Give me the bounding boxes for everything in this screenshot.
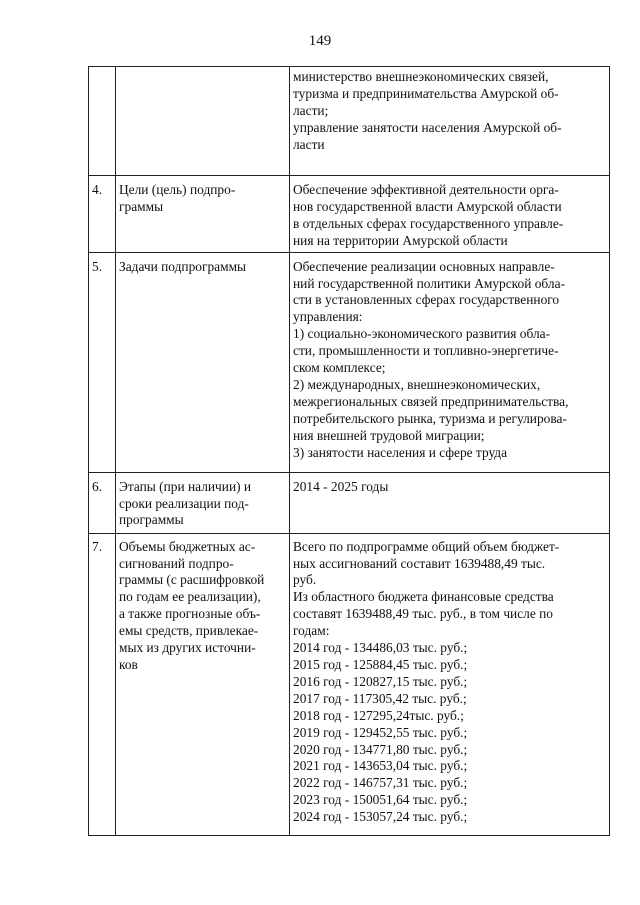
budget-year-line: 2021 год - 143653,04 тыс. руб.;	[293, 758, 468, 774]
budget-year-line: 2016 год - 120827,15 тыс. руб.;	[293, 673, 468, 689]
table-row-tasks	[89, 252, 610, 472]
value-cell	[290, 67, 610, 176]
value-line: в отдельных сферах государственного управле-	[293, 215, 564, 231]
value-line: 2014 - 2025 годы	[293, 478, 389, 494]
value-cell	[290, 533, 610, 835]
budget-year-line: 2018 год - 127295,24тыс. руб.;	[293, 707, 464, 723]
parameter-line: ков	[119, 656, 138, 672]
table-row-budget	[89, 533, 610, 835]
parameter-line: граммы	[119, 198, 164, 214]
value-line: сти, промышленности и топливно-энергетиче-	[293, 343, 559, 359]
budget-year-line: 2024 год - 153057,24 тыс. руб.;	[293, 809, 468, 825]
parameter-line: Задачи подпрограммы	[119, 258, 247, 274]
parameter-line: мых из других источни-	[119, 640, 256, 656]
value-line: ласти	[293, 136, 325, 152]
value-line: межрегиональных связей предпринимательства,	[293, 393, 569, 409]
value-line: ском комплексе;	[293, 360, 386, 376]
value-line: управление занятости населения Амурской об-	[293, 119, 562, 135]
value-line: ний государственной политики Амурской обла-	[293, 275, 565, 291]
value-line: потребительского рынка, туризма и регулирова-	[293, 410, 567, 426]
value-line: Всего по подпрограмме общий объем бюджет-	[293, 538, 560, 554]
parameter-cell	[116, 252, 290, 472]
value-line: руб.	[293, 572, 317, 588]
parameter-line: программы	[119, 512, 184, 528]
parameter-line: граммы (с расшифровкой	[119, 572, 265, 588]
row-number-cell: 6.	[89, 472, 116, 533]
parameter-line: сигнований подпро-	[119, 555, 234, 571]
page-number: 149	[308, 33, 332, 49]
row-number-cell: 4.	[89, 176, 116, 253]
value-line: управления:	[293, 309, 363, 325]
value-line: 2) международных, внешнеэкономических,	[293, 376, 541, 392]
value-line: 3) занятости населения и сфере труда	[293, 444, 508, 460]
parameter-line: сроки реализации под-	[119, 495, 249, 511]
value-line: ния на территории Амурской области	[293, 232, 508, 248]
budget-year-line: 2023 год - 150051,64 тыс. руб.;	[293, 792, 468, 808]
value-line: 1) социально-экономического развития обла-	[293, 326, 551, 342]
budget-year-line: 2019 год - 129452,55 тыс. руб.;	[293, 724, 468, 740]
value-cell	[290, 472, 610, 533]
parameter-line: Объемы бюджетных ас-	[119, 538, 256, 554]
subprogram-passport-table	[88, 66, 610, 836]
value-line: министерство внешнеэкономических связей,	[293, 69, 549, 84]
parameter-line: емы средств, привлекае-	[119, 623, 259, 639]
row-number-cell: 7.	[89, 533, 116, 835]
budget-year-line: 2017 год - 117305,42 тыс. руб.;	[293, 690, 467, 706]
parameter-cell	[116, 176, 290, 253]
value-cell	[290, 252, 610, 472]
parameter-cell	[116, 533, 290, 835]
table-row-goals	[89, 176, 610, 253]
parameter-line: Цели (цель) подпро-	[119, 182, 236, 197]
value-line: составят 1639488,49 тыс. руб., в том числе по	[293, 606, 553, 622]
value-line: туризма и предпринимательства Амурской об-	[293, 85, 559, 101]
value-line: годам:	[293, 623, 330, 639]
parameter-line: Этапы (при наличии) и	[119, 478, 252, 494]
parameter-line: а также прогнозные объ-	[119, 606, 261, 622]
parameter-cell	[116, 472, 290, 533]
parameter-cell	[116, 67, 290, 176]
value-line: Обеспечение реализации основных направле-	[293, 258, 555, 274]
value-line: ласти;	[293, 102, 329, 118]
budget-year-line: 2020 год - 134771,80 тыс. руб.;	[293, 741, 468, 757]
budget-year-line: 2015 год - 125884,45 тыс. руб.;	[293, 656, 468, 672]
table-row-stages	[89, 472, 610, 533]
value-cell	[290, 176, 610, 253]
value-line: Обеспечение эффективной деятельности орга-	[293, 182, 559, 197]
value-line: сти в установленных сферах государственного	[293, 292, 560, 308]
value-line: нов государственной власти Амурской области	[293, 198, 562, 214]
budget-year-line: 2014 год - 134486,03 тыс. руб.;	[293, 640, 468, 656]
row-number-cell: 5.	[89, 252, 116, 472]
parameter-line: по годам ее реализации),	[119, 589, 261, 605]
table-row-continuation	[89, 67, 610, 176]
value-line: ния внешней трудовой миграции;	[293, 427, 485, 443]
value-line: ных ассигнований составит 1639488,49 тыс.	[293, 555, 546, 571]
budget-year-line: 2022 год - 146757,31 тыс. руб.;	[293, 775, 468, 791]
row-number-cell	[89, 67, 116, 176]
value-line: Из областного бюджета финансовые средства	[293, 589, 554, 605]
